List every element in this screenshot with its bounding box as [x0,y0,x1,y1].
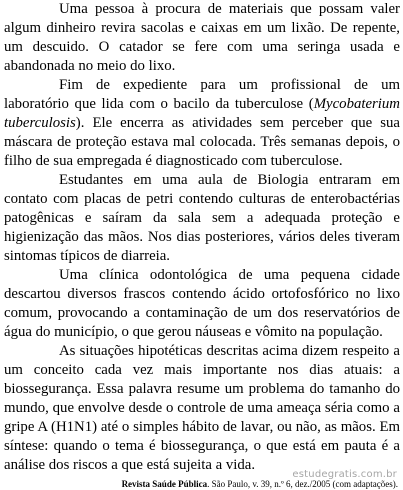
source-title: Revista Saúde Pública [121,479,208,489]
paragraph-catador: Uma pessoa à procura de materiais que possam valer algum dinheiro revira sacolas e caixas em um lixão. De repente, um descuido. O catador se fere com uma seringa usada e abandonada no meio do lixo. [4,1,400,74]
paragraph-clinica: Uma clínica odontológica de uma pequena cidade descartou diversos frascos contendo ácido ortofosfórico no lixo comum, provocando a contaminação de um dos reservatórios de água do município, o que gerou náuseas e vômito na população. [4,267,400,340]
paragraph-laboratorio [4,76,400,171]
paragraph-laboratorio-start: Fim de expediente para um profissional de um laboratório que lida com o bacilo da tuberculose ( [4,77,400,112]
source-details: . São Paulo, v. 39, n.º 6, dez./2005 (com adaptações). [207,479,398,489]
text-document [4,0,400,490]
watermark: estudegratis.com.br [292,469,397,480]
species-name: Mycobaterium tuberculosis [4,96,400,131]
paragraph-estudantes: Estudantes em uma aula de Biologia entraram em contato com placas de petri contendo culturas de enterobactérias patogênicas e saíram da sala sem a adequada proteção e higienização das mãos. Nos dias posteriores, vários deles tiveram sintomas típicos de diarreia. [4,172,400,264]
paragraph-conclusao: As situações hipotéticas descritas acima dizem respeito a um conceito cada vez mais importante nos dias atuais: a biossegurança. Essa palavra resume um problema do tamanho do mundo, que envolve desde o controle de uma ameaça séria como a gripe A (H1N1) até o simples hábito de lavar, ou não, as mãos. Em síntese: quando o tema é biossegurança, o que está em pauta é a análise dos riscos a que está sujeita a vida. [4,343,400,473]
paragraph-laboratorio-end: ). Ele encerra as atividades sem perceber que sua máscara de proteção estava mal colocada. Três semanas depois, o filho de sua empregada é diagnosticado com tuberculose. [4,115,400,169]
